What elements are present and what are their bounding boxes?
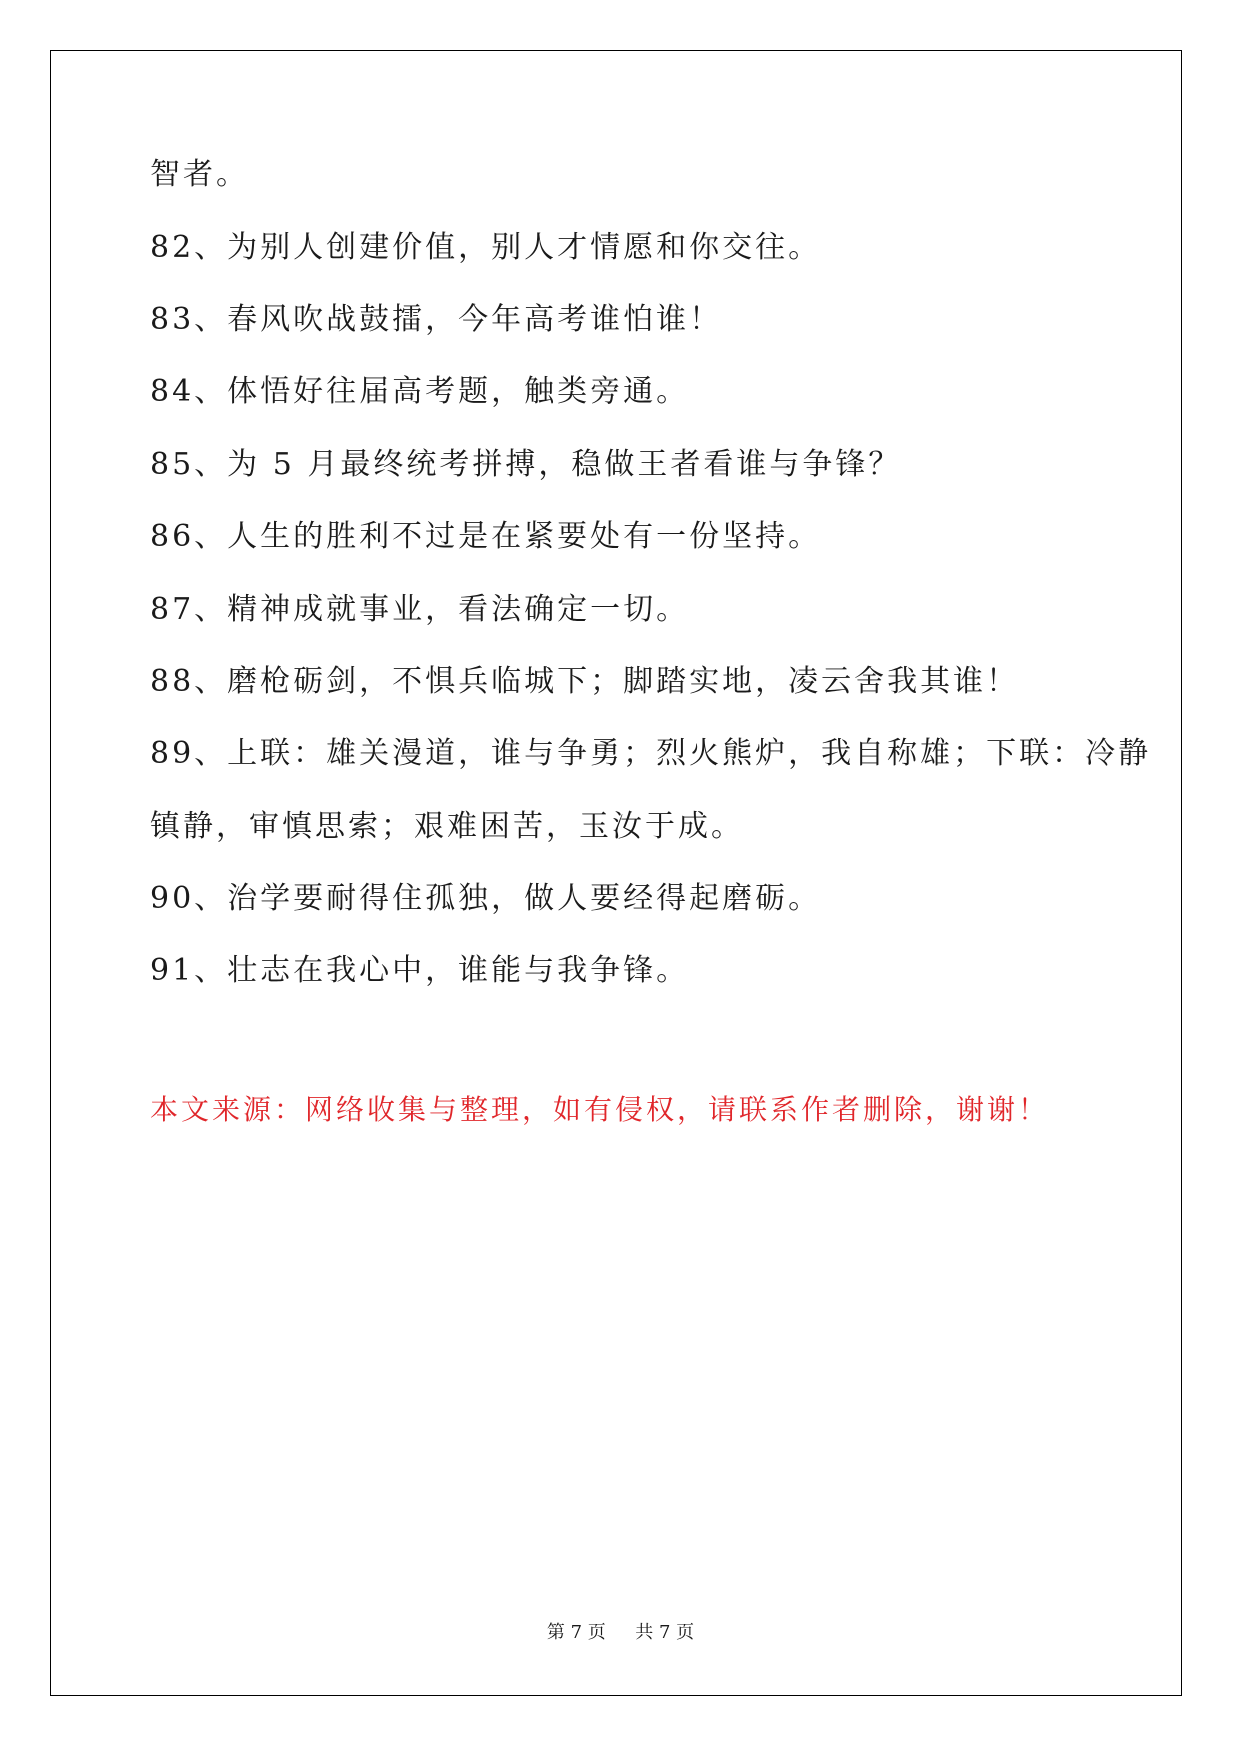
page-number-total: 共 7 页 — [635, 1622, 695, 1643]
quote-item-91: 91、壮志在我心中，谁能与我争锋。 — [150, 953, 690, 988]
quote-item-88: 88、磨枪砺剑，不惧兵临城下；脚踏实地，凌云舍我其谁！ — [150, 664, 1020, 699]
quote-item-82: 82、为别人创建价值，别人才情愿和你交往。 — [150, 230, 822, 265]
page-footer — [0, 1618, 1241, 1644]
quote-item-83: 83、春风吹战鼓擂，今年高考谁怕谁！ — [150, 302, 723, 337]
page-number-current: 第 7 页 — [546, 1622, 606, 1643]
quote-item-89-continuation: 镇静，审慎思索；艰难困苦，玉汝于成。 — [150, 809, 744, 844]
quote-item-85: 85、为 5 月最终统考拼搏，稳做王者看谁与争锋？ — [150, 447, 902, 482]
page-frame — [50, 50, 1182, 1696]
text-line-continuation: 智者。 — [150, 157, 249, 192]
quote-item-86: 86、人生的胜利不过是在紧要处有一份坚持。 — [150, 519, 822, 554]
quote-item-87: 87、精神成就事业，看法确定一切。 — [150, 592, 690, 627]
quote-item-90: 90、治学要耐得住孤独，做人要经得起磨砺。 — [150, 881, 822, 916]
quote-item-84: 84、体悟好往届高考题，触类旁通。 — [150, 374, 690, 409]
source-note: 本文来源：网络收集与整理，如有侵权，请联系作者删除，谢谢！ — [150, 1093, 1050, 1126]
quote-item-89: 89、上联：雄关漫道，谁与争勇；烈火熊炉，我自称雄；下联：冷静 — [150, 736, 1152, 771]
